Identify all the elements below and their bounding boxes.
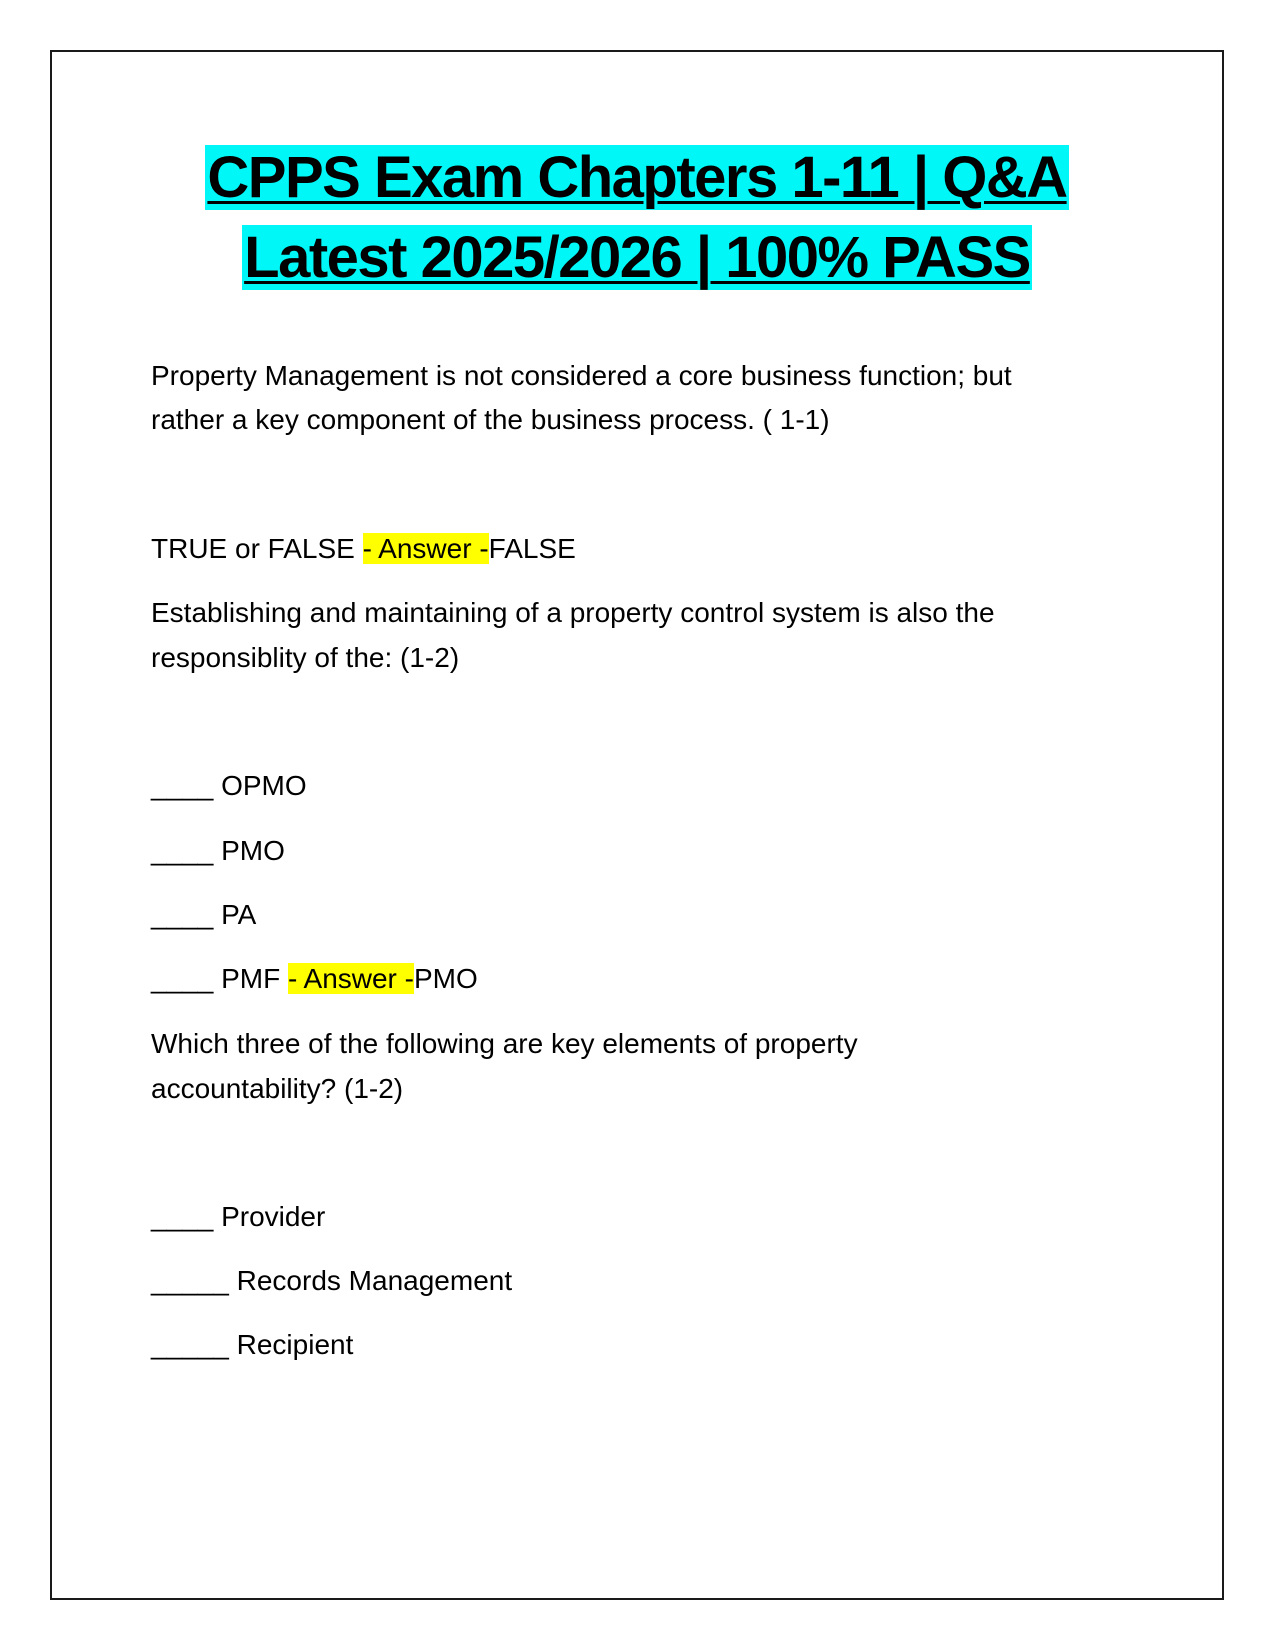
question-2-answer-line bbox=[151, 955, 478, 1002]
question-1-line-1: Property Management is not considered a core business function; but bbox=[151, 360, 1012, 391]
title-line-1: CPPS Exam Chapters 1-11 | Q&A bbox=[207, 145, 1067, 210]
answer-marker: - Answer - bbox=[362, 533, 489, 564]
question-2-line-1: Establishing and maintaining of a property control system is also the bbox=[151, 597, 995, 628]
answer-value: FALSE bbox=[488, 533, 576, 564]
question-3-option: _____ Recipient bbox=[151, 1329, 354, 1360]
question-1-answer-line bbox=[151, 525, 576, 572]
answer-value: PMO bbox=[413, 963, 478, 994]
question-2-option: ____ PMO bbox=[151, 835, 285, 866]
answer-prefix: TRUE or FALSE bbox=[151, 533, 363, 564]
question-2-option: ____ OPMO bbox=[151, 770, 307, 801]
question-3-line-1: Which three of the following are key elements of property bbox=[151, 1028, 858, 1059]
question-3-line-2: accountability? (1-2) bbox=[151, 1073, 404, 1104]
question-3-option: ____ Provider bbox=[151, 1201, 326, 1232]
question-1-line-2: rather a key component of the business process. ( 1-1) bbox=[151, 404, 830, 435]
question-2-line-2: responsiblity of the: (1-2) bbox=[151, 642, 460, 673]
title-line-2: Latest 2025/2026 | 100% PASS bbox=[244, 225, 1030, 290]
answer-marker: - Answer - bbox=[287, 963, 414, 994]
document-title bbox=[50, 138, 1224, 298]
answer-prefix: ____ PMF bbox=[151, 963, 288, 994]
question-2-option: ____ PA bbox=[151, 899, 257, 930]
question-3-option: _____ Records Management bbox=[151, 1265, 513, 1296]
